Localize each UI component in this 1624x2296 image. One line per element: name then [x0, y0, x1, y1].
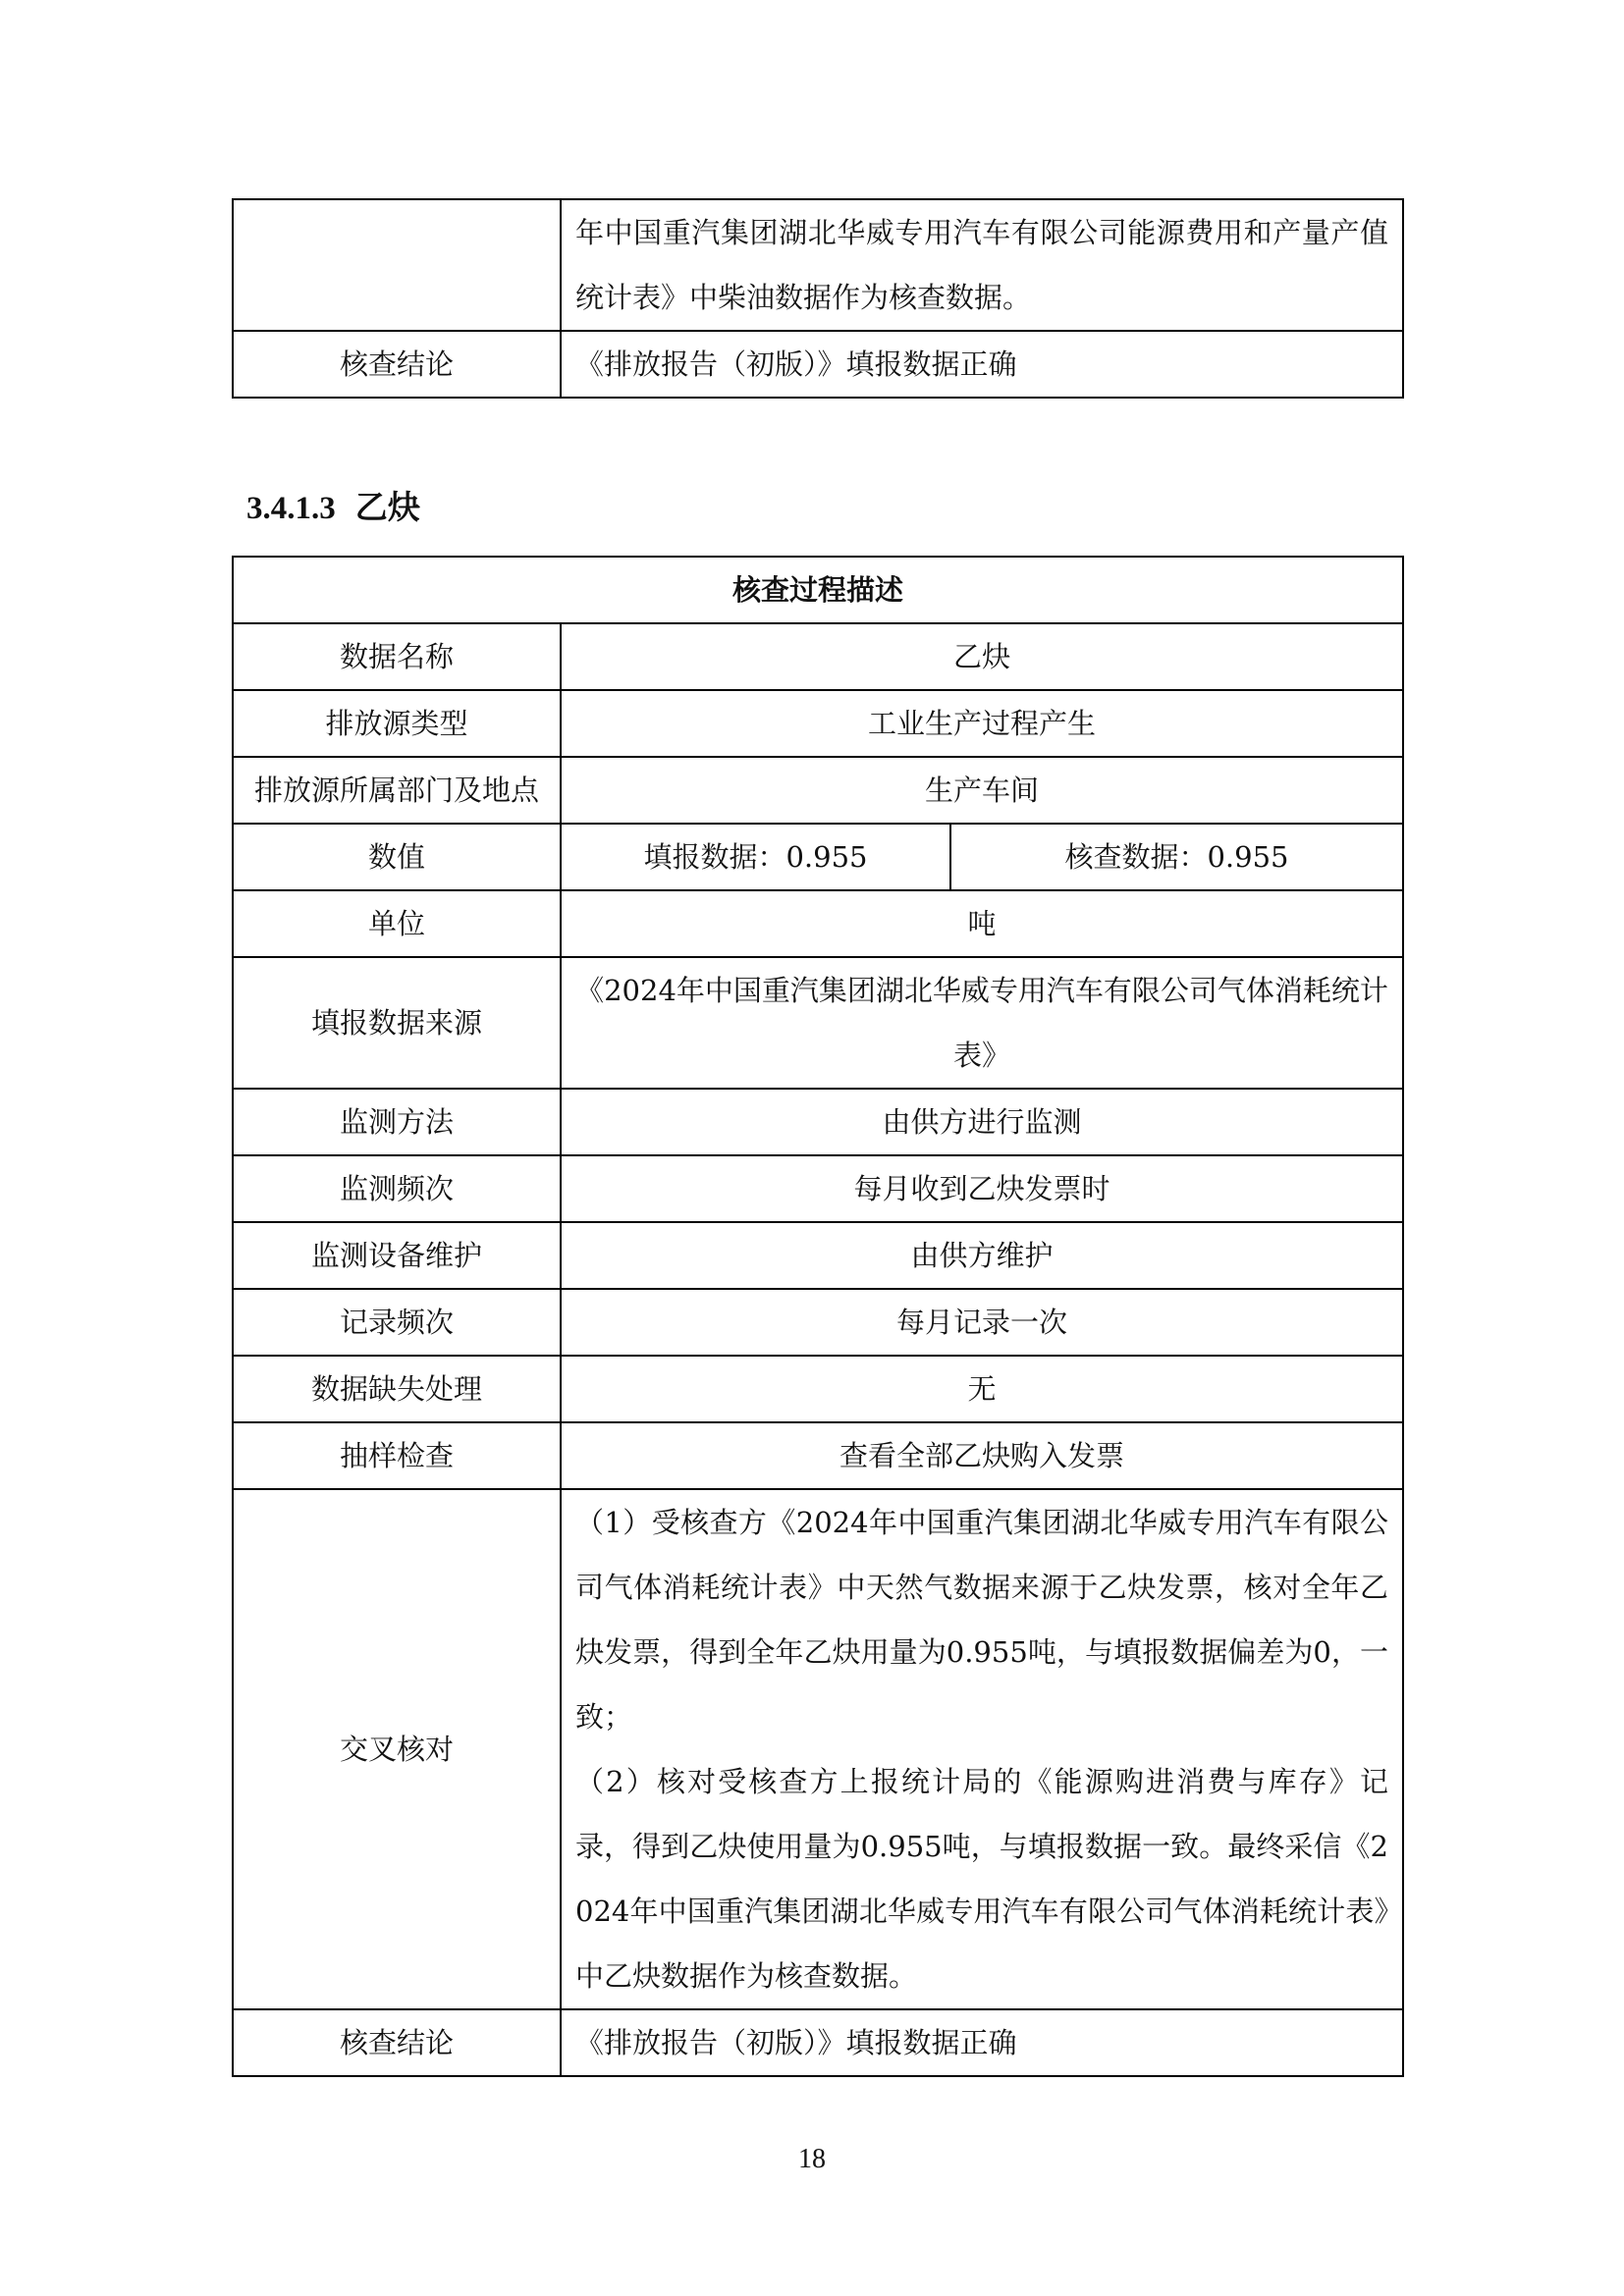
conclusion-value: 《排放报告（初版）》填报数据正确 — [561, 2009, 1403, 2076]
table-row — [233, 690, 1403, 757]
table-row — [233, 1356, 1403, 1422]
cross-check-cell — [561, 1489, 1403, 2009]
row-label: 数据缺失处理 — [233, 1356, 561, 1422]
row-label: 抽样检查 — [233, 1422, 561, 1489]
cross-check-paragraph-2: （2）核对受核查方上报统计局的《能源购进消费与库存》记录，得到乙炔使用量为0.955吨，与填报数据一致。最终采信《2024年中国重汽集团湖北华威专用汽车有限公司气体消耗统计表》中乙炔数据作为核查数据。 — [575, 1765, 1389, 1993]
table-row — [233, 1089, 1403, 1155]
table-row — [233, 199, 1403, 331]
conclusion-label: 核查结论 — [233, 331, 561, 398]
reported-value: 填报数据：0.955 — [561, 824, 950, 890]
table-header: 核查过程描述 — [233, 557, 1403, 623]
row-value: 每月记录一次 — [561, 1289, 1403, 1356]
table-row — [233, 890, 1403, 957]
table-row — [233, 331, 1403, 398]
row-label: 排放源类型 — [233, 690, 561, 757]
table-row — [233, 1422, 1403, 1489]
row-label: 数值 — [233, 824, 561, 890]
row-value: 查看全部乙炔购入发票 — [561, 1422, 1403, 1489]
row-label: 监测方法 — [233, 1089, 561, 1155]
empty-label-cell — [233, 199, 561, 331]
row-value: 无 — [561, 1356, 1403, 1422]
table-row — [233, 1289, 1403, 1356]
table-row — [233, 757, 1403, 824]
row-value: 工业生产过程产生 — [561, 690, 1403, 757]
table-header-row — [233, 557, 1403, 623]
row-value: 《2024年中国重汽集团湖北华威专用汽车有限公司气体消耗统计表》 — [561, 957, 1403, 1089]
continuation-text: 年中国重汽集团湖北华威专用汽车有限公司能源费用和产量产值统计表》中柴油数据作为核查数据。 — [561, 199, 1403, 331]
row-value: 由供方进行监测 — [561, 1089, 1403, 1155]
table-row — [233, 623, 1403, 690]
section-title: 乙炔 — [354, 488, 420, 526]
table-row — [233, 1222, 1403, 1289]
row-label: 核查结论 — [233, 2009, 561, 2076]
page-number: 18 — [798, 2144, 826, 2174]
row-value: 生产车间 — [561, 757, 1403, 824]
cross-check-paragraph-1: （1）受核查方《2024年中国重汽集团湖北华威专用汽车有限公司气体消耗统计表》中天然气数据来源于乙炔发票，核对全年乙炔发票，得到全年乙炔用量为0.955吨，与填报数据偏差为0，一致； — [575, 1506, 1389, 1734]
row-label: 监测频次 — [233, 1155, 561, 1222]
row-value: 由供方维护 — [561, 1222, 1403, 1289]
row-label: 数据名称 — [233, 623, 561, 690]
conclusion-value: 《排放报告（初版）》填报数据正确 — [561, 331, 1403, 398]
table-row — [233, 1489, 1403, 2009]
previous-verification-table — [232, 198, 1404, 399]
table-row — [233, 957, 1403, 1089]
section-number: 3.4.1.3 — [246, 491, 336, 526]
row-label: 单位 — [233, 890, 561, 957]
row-label: 记录频次 — [233, 1289, 561, 1356]
row-label: 交叉核对 — [233, 1489, 561, 2009]
row-value: 乙炔 — [561, 623, 1403, 690]
table-row — [233, 1155, 1403, 1222]
table-row — [233, 2009, 1403, 2076]
row-value: 吨 — [561, 890, 1403, 957]
row-label: 填报数据来源 — [233, 957, 561, 1089]
section-heading — [246, 486, 420, 530]
row-label: 排放源所属部门及地点 — [233, 757, 561, 824]
row-label: 监测设备维护 — [233, 1222, 561, 1289]
acetylene-verification-table — [232, 556, 1404, 2077]
row-value: 每月收到乙炔发票时 — [561, 1155, 1403, 1222]
verified-value: 核查数据：0.955 — [950, 824, 1403, 890]
table-row — [233, 824, 1403, 890]
